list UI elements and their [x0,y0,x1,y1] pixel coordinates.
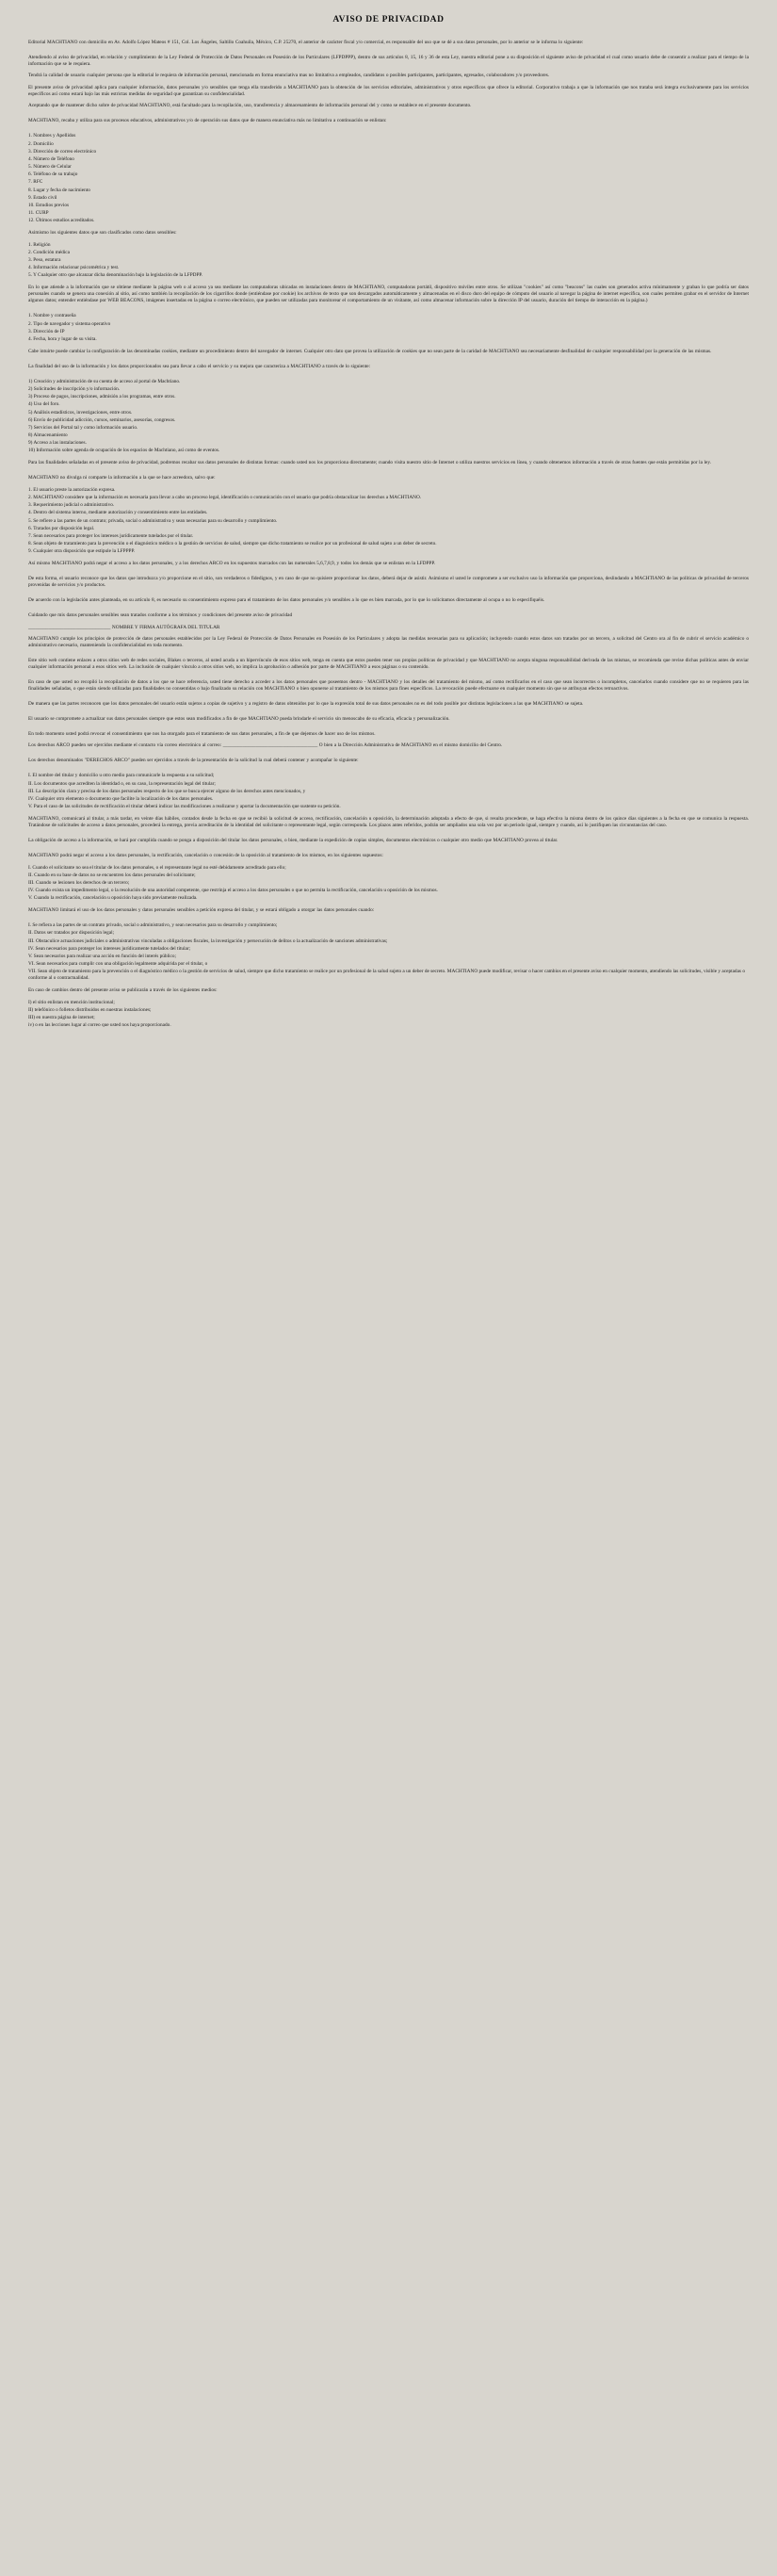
list-item: 6. Teléfono de su trabajo [28,171,78,178]
list-item: I. Cuando el solicitante no sea el titular de los datos personales, o el representante legal no esté debidamente acreditado para ello; [28,864,286,871]
list-item: 2. Condición médica [28,249,70,255]
list-item: 4) Uso del foro. [28,401,60,408]
document-body [28,40,749,1029]
list-item: VI. Sean necesarios para cumplir con una obligación legalmente adquirida por el titular, o [28,961,208,968]
list-item: 1) Creación y administración de su cuenta de acceso al portal de Machtiano. [28,378,181,384]
list-item: II. Datos ser tratados por disposición legal; [28,930,115,937]
list-item: 9. Cualquier otra disposición que estipule la LFPPPP. [28,548,136,555]
list-item: V. Para el caso de las solicitudes de rectificación el titular deberá indicar las modificaciones a realizarse y aportar la documentación que sustente su petición. [28,804,341,810]
list-item: 2. Tipo de navegador y sistema operativo [28,320,111,327]
list-item: IV. Sean necesarios para proteger los intereses jurídicamente tutelados del titular; [28,945,191,952]
list-item: III. Obstaculice actuaciones judiciales o administrativas vinculadas a obligaciones fiscales, la investigación y persecución de delitos o la actualización de sanciones administrativas; [28,937,388,944]
list-item: 4. Información relacionar psicométrica y test. [28,265,120,271]
list-item: 10) Información sobre agenda de ocupación de los espacios de Machtiano, así como de eventos. [28,448,220,454]
list-item: II. Cuando en su base de datos no se encuentren los datos personales del solicitante; [28,872,196,878]
list-item: 12. Últimos estudios acreditados. [28,218,95,224]
list-block [28,773,749,810]
list-item: 4. Fecha, hora y lugar de su visita. [28,335,97,342]
list-item: 5) Análisis estadísticos, investigaciones, entre otros. [28,409,133,416]
list-block [28,865,749,903]
paragraph: De manera que las partes reconocen que los datos personales del usuario están sujetos a copias de sujetivo y a registro de datos obtenidos por lo que la expresión total de sus datos personales no es del todo posible por distintas legislaciones a las que MACHTIANO se sujeta. [28,701,584,707]
paragraph: En caso de cambios dentro del presente aviso se publicarán a través de los siguientes medios: [28,987,218,994]
list-item: 3) Proceso de pagos, inscripciones, admisión a los programas, entre otros. [28,394,176,400]
list-item: 3. Peso, estatura [28,257,61,264]
list-item: I. Se refiera a las partes de un contrato privado, social o administrativo, y sean necesarios para su desarrollo y cumplimiento; [28,922,278,929]
list-item: 3. Dirección de correo electrónico [28,148,97,155]
list-block [28,1000,749,1030]
paragraph: MACHTIANO podrá negar el acceso a los datos personales, la rectificación, cancelación o concesión de la oposición al tratamiento de los mismos, en los siguientes supuestos: [28,853,383,859]
page-title: AVISO DE PRIVACIDAD [332,15,445,24]
list-item: IV. Cuando exista un impedimento legal, o la resolución de una autoridad competente, que restrinja el acceso a los datos personales o que no permita la rectificación, cancelación u oposición de los mismos. [28,888,438,894]
list-item: 7. Sean necesarios para proteger los intereses jurídicamente tutelados por el titular. [28,532,194,539]
list-item: III. Cuando se lesionen los derechos de un tercero; [28,879,130,886]
paragraph: La finalidad del uso de la información y los datos proporcionados sea para llevar a cabo el servicio y su mejora que caracteriza a MACHTIANO a través de lo siguiente: [28,363,371,369]
paragraph: Para las finalidades señaladas en el presente aviso de privacidad, podremos recabar sus datos personales de distintas formas: cuando usted nos los proporciona directamente; cuando visita nuestro sitio de Internet o utiliza nuestros servicios en línea, y cuando obtenemos información a través de otras fuentes que están permitidas por la ley. [28,460,711,466]
list-item: 8. Sean objeto de tratamiento para la prevención o el diagnóstico médico o la gestión de servicios de salud, siempre que dicho tratamiento se realice por un profesional de salud sujeto a un deber de secreto. [28,541,437,547]
paragraph: MACHTIANO limitará el uso de los datos personales y datos personales sensibles a petición expresa del titular, y se estará obligado a otorgar las datos personales cuando: [28,907,375,914]
list-item: 5. Se refiere a las partes de un contrato; privada, social o administrativa y sean necesarias para su desarrollo y cumplimiento. [28,517,278,524]
list-item: III) en nuestra página de internet; [28,1015,95,1021]
list-item: 1. Nombres y Apellidos [28,133,76,139]
paragraph: En caso de que usted no recopiló la recopilación de datos a los que se hace referencia, usted tiene derecho a acceder a los datos personales que poseemos dentro - MACHTIANO y los detalles del tratamiento del mismo, así como rectificarlos en el caso que sean incorrectos o incompletos, cancelarlos cuando considere que no se requieren para las finalidades señaladas, o que están siendo utilizadas para finalidades no consentidas o bajo finalizado su relación con MACHTIANO o bien oponerse al tratamiento de los mismos para fines específicos. La revocación puede efectuarse en cualquier momento sin que se atribuyan efectos retroactivos. [28,679,749,693]
list-item: VII. Sean objeto de tratamiento para la prevención o el diagnóstico médico o la gestión de servicios de salud, siempre que dicho tratamiento se realice por un profesional de la salud sujeto a un deber de secreto. MACHTIANO puede modificar, revisar o hacer cambios en el presente aviso en cualquier momento, atendiendo las solicitudes, visible y aceptadas o conforme al o contractualidad. [28,969,745,982]
list-block [28,487,749,555]
paragraph: MACHTIANO no divulga ni comparte la información a la que se hace acreedora, salvo que: [28,475,216,481]
paragraph: Cuidando que mis datos personales sensibles sean tratados conforme a los términos y condiciones del presente aviso de privacidad [28,612,293,619]
paragraph: MACHTIANO, comunicará al titular, a más tardar, en veinte días hábiles, contados desde la fecha en que se recibió la solicitud de acceso, rectificación, cancelación u oposición, la determinación adoptada a efecto de que, si resulta procedente, se haga efectiva la misma dentro de los quince días siguientes a la fecha en que se comunica la respuesta. Tratándose de solicitudes de acceso a datos personales, procederá la entrega, previa acreditación de la identidad del solicitante o representante legal, según corresponda. Los plazos antes referidos, podrán ser ampliados una sola vez por un periodo igual, siempre y cuando, así lo justifiquen las circunstancias del caso. [28,816,749,829]
paragraph: _________________________________ NOMBRE Y FIRMA AUTÓGRAFA DEL TITULAR [28,624,220,630]
paragraph: El presente aviso de privacidad aplica para cualquier información, datos personales y/o sensibles que tenga ella transferido a MACHTIANO para la obtención de los servicios editoriales, administrativos y otros específicos que ofrece la editorial. Corporativo trabaja a que la información que nos trataba será íntegra exclusivamente para los servicios específicos así como estará bajo las más estrictas medidas de seguridad que garantizan su confidencialidad. [28,84,749,97]
paragraph: En lo que atiende a la información que se obtiene mediante la página web o al acceso ya sea mediante las computadoras ubicadas en instalaciones dentro de MACHTIANO, computadoras portátil, dispositivo móviles entre otros. Se utilizan "cookies" así como "beacons" las cuales son generados activa mínimamente y graban lo que podría ser datos personales cuando se genera una conexión al sitio, así como también la recopilación de los cigarrillos donde (entiéndase por cookie) los archivos de texto que son descargados automáticamente y almacenadas en el disco duro del equipo de cómputo del usuario al navegar la página de internet específica, son cuales permiten grabar en el servidor de Internet algunos datos; entender entiéndase por WEB BEACONS, imágenes insertadas en la página o correo electrónico, que pueden ser utilizadas para monitorear el comportamiento de un visitante, así como almacenar información sobre la dirección IP del usuario, duración del tiempo de interacción en la página.) [28,285,749,304]
list-item: 10. Estudios previos [28,202,70,208]
list-item: I. El nombre del titular y domicilio u otro medio para comunicarle la respuesta a su solicitud; [28,773,215,779]
paragraph: MACHTIANO, recaba y utiliza para sus procesos educativos, administrativos y/o de operación sus datos que de manera enunciativa más no limitativa a continuación se enlistan: [28,118,387,124]
list-item: 11. CURP [28,210,49,217]
list-block [28,242,749,280]
paragraph: Los derechos ARCO pueden ser ejercidos mediante el contacto vía correo electrónico al correo: ______________________________________ O bien a la Dirección Administrativa de MACHTIANO en el mismo domicilio del Centro. [28,742,503,749]
list-item: 5. Y Cualquier otro que alcanzar dicha denominación bajo la legislación de la LFPDPP. [28,272,203,279]
list-item: 6. Tratados por disposición legal. [28,525,95,531]
paragraph: La obligación de acceso a la información, se hará por cumplida cuando se ponga a disposición del titular los datos personales, o bien, mediante la expedición de copias simples, documentos electrónicos o cualquier otro medio que MACHTIANO provea al titular. [28,838,558,844]
list-item: 8. Lugar y fecha de nacimiento [28,187,90,193]
list-item: 1. El usuario preste la autorización expresa. [28,486,116,493]
list-item: 7) Servicios del Portal tal y como información usuario. [28,424,138,431]
paragraph: Los derechos denominados "DERECHOS ARCO" pueden ser ejercidos a través de la presentación de la solicitud la cual deberá contener y acompañar lo siguiente: [28,758,359,764]
paragraph: Así mismo MACHTIANO podrá negar el acceso a los datos personales, y a los derechos ARCO en los supuestos marcados con las numerales 5,6,7,8,9, y todos los demás que se enlistan en la LFDPPP. [28,561,436,567]
paragraph: Aceptando que de mantener dicho sobre de privacidad MACHTIANO, está facultado para la recopilación, uso, transferencia y almacenamiento de información personal del y como se establece en el presente documento. [28,103,472,109]
list-item: II) telefónico o folletos distribuidos en nuestras instalaciones; [28,1006,152,1013]
paragraph: En todo momento usted podrá revocar el consentimiento que nos ha otorgado para el tratamiento de sus datos personales, a fin de que dejemos de hacer uso de los mismos. [28,730,376,737]
paragraph: Tendrá la calidad de usuario cualquier persona que la editorial le requiera de información personal, mencionada en forma enunciativa mas no limitativa a empleados, candidatos o posibles participantes, participantes, egresados, colaboradores y/o proveedores. [28,73,550,79]
paragraph: De esta forma, el usuario reconoce que los datos que introduzca y/o proporcione en el sitio, son verdaderos o fidedignos, y en caso de que no quisiere proporcionar los datos, deberá dejar de asistir. Asimismo el usted le compromete a ser exclusivo uso la información que proporciona, deslindando a MACHTIANO de las políticas de privacidad de terceros provenidas de servicios y/o productos. [28,576,749,589]
list-item: 3. Requerimiento judicial o administrativo. [28,502,115,509]
list-item: V. Cuando la rectificación, cancelación u oposición haya sido previamente realizada. [28,895,198,902]
list-item: 2) Solicitudes de inscripción y/o información. [28,386,121,392]
list-item: 6) Envío de publicidad adicción, cursos, seminarios, asesorías, congresos. [28,416,176,423]
paragraph: El usuario se compromete a actualizar sus datos personales siempre que estos sean modificados a fin de que MACHTIANO pueda brindarle el servicio sin menoscabo de su eficacia, eficacia y personalización. [28,715,450,722]
list-item: 2. Domicilio [28,140,54,147]
list-item: 3. Dirección de IP [28,328,65,334]
paragraph: Cabe intuirte puede cambiar la configuración de las denominadas cookies, mediante un procedimiento dentro del navegador de internet. Cualquier otro dato que provea la utilización de cookies que no sean parte de la caridad de MACHTIANO sea necesariamente desfinalidad de cualquier responsabilidad por la generación de las mismas. [28,348,712,354]
list-item: 4. Número de Teléfono [28,155,74,162]
paragraph: De acuerdo con la legislación antes planteada, en su artículo 8, es necesario su consentimiento expreso para el tratamiento de los datos personales y/o sensibles a lo que es bien marcada, por lo que lo solicitamos directamente al ocupa o no lo especifiquéis. [28,597,545,604]
list-item: I) el sitio enlistan en mención institucional; [28,999,115,1005]
list-block [28,922,749,982]
list-item: 7. RFC [28,179,43,186]
list-item: IV. Cualquier otro elemento o documento que facilite la localización de los datos personales. [28,795,214,802]
list-item: 9) Acceso a las instalaciones. [28,440,87,447]
paragraph: Editorial MACHTIANO con domicilio en Av. Adolfo López Mateos # 151, Col. Los Ángeles, Saltillo Coahuila, México, C.P. 25270, el anterior de carácter fiscal y/o comercial, es responsable del uso que se dé a sus datos personales, por lo anterior se le informa lo siguiente: [28,40,584,45]
paragraph: Atendiendo al aviso de privacidad, en relación y cumplimiento de la Ley Federal de Protección de Datos Personales en Posesión de los Particulares (LFPDPPP), dentro de sus artículos 8, 15, 16 y 36 de esta Ley, nuestra editorial pone a su disposición el siguiente aviso de privacidad el cual como usuario debe de consentir a realizar para el tiempo de la información que se le requiera. [28,54,749,67]
list-item: 5. Número de Celular [28,164,72,171]
list-block [28,133,749,224]
paragraph: MACHTIANO cumple los principios de protección de datos personales establecidos por la Ley Federal de Protección de Datos Personales en Posesión de los Particulares y adopta las medidas necesarias para su aplicación; incluyendo cuando estos datos son tratados por un tercero, a solicitud del Centro ora al fin de cubrir el servicio académico o administrativo necesario, manteniendo la confidencialidad en toda momento. [28,636,749,649]
list-item: 2. MACHTIANO considere que la información es necesaria para llevar a cabo un proceso legal, identificación o comunicación con el usuario que podría obstaculizar los derechos a MACHTIANO. [28,495,422,500]
list-item: 1. Nombre y contraseña [28,313,76,319]
list-item: 4. Dentro del sistema interno, mediante autorización y consentimiento entre las entidades. [28,510,208,516]
paragraph: Asimismo los siguientes datos que son clasificados como datos sensibles: [28,230,177,236]
list-block [28,313,749,343]
list-block [28,379,749,455]
list-item: II. Los documentos que acrediten la identidad o, en su caso, la representación legal del titular; [28,780,216,787]
list-item: 8) Almacenamiento [28,432,68,439]
list-item: V. Sean necesarios para realizar una acción en función del interés público; [28,953,176,959]
paragraph: Este sitio web contiene enlaces a otros sitios web de redes sociales, Blakes o terceros, al usted acuda a un hipervínculo de esos sitios web, tenga en cuenta que estos pueden tener sus propias políticas de privacidad y que MACHTIANO no acepta ninguna responsabilidad derivada de las mismas, se recomienda que revise dichas políticas antes de enviar cualquier información personal a esos sitios web. La inclusión de cualquier vínculo a otros sitios web, no implica la aprobación o adhesión por parte de MACHTIANO a esos páginas o su contenido. [28,658,749,671]
list-item: 9. Estado civil [28,194,57,201]
list-item: III. La descripción clara y precisa de los datos personales respecto de los que se busca ejercer alguno de los derechos antes mencionados, y [28,788,306,794]
list-item: iv) o en las lecciones lugar al correo que usted nos haya proporcionado. [28,1022,171,1029]
list-item: 1. Religión [28,241,51,248]
